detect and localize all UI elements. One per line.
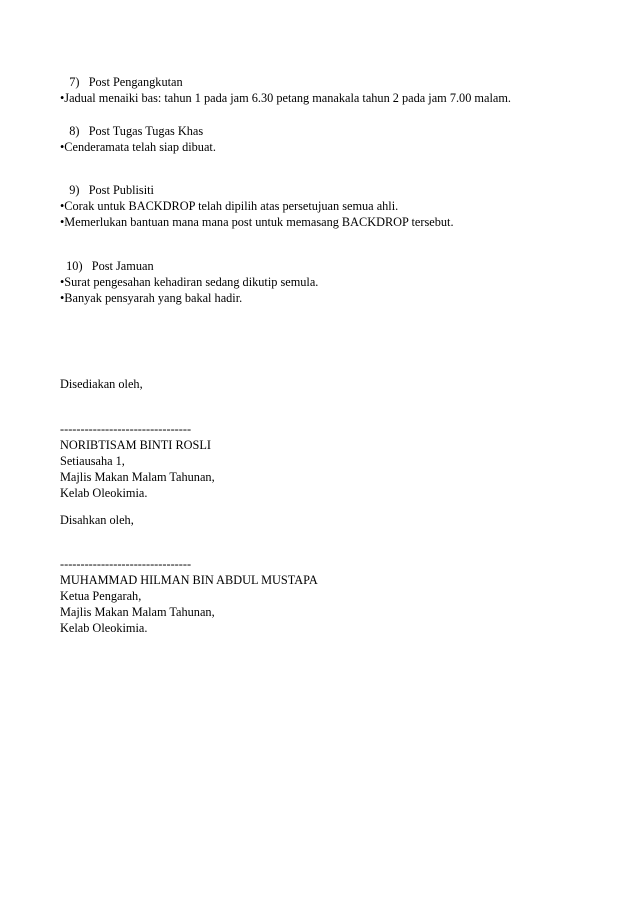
signatory-name: MUHAMMAD HILMAN BIN ABDUL MUSTAPA <box>60 573 318 587</box>
signatory-club: Kelab Oleokimia. <box>60 621 148 635</box>
section-post-tugas-tugas-khas <box>60 123 600 155</box>
bullet-item: •Jadual menaiki bas: tahun 1 pada jam 6.30 petang manakala tahun 2 pada jam 7.00 malam. <box>60 91 511 105</box>
section-post-pengangkutan <box>60 74 600 106</box>
bullet-item: •Corak untuk BACKDROP telah dipilih atas persetujuan semua ahli. <box>60 199 399 213</box>
signatory-committee: Majlis Makan Malam Tahunan, <box>60 470 215 484</box>
signatory-committee: Majlis Makan Malam Tahunan, <box>60 605 215 619</box>
bullet-item: •Surat pengesahan kehadiran sedang dikutip semula. <box>60 275 319 289</box>
signatory-position: Ketua Pengarah, <box>60 589 142 603</box>
bullet-item: •Cenderamata telah siap dibuat. <box>60 140 216 154</box>
section-heading: 7) Post Pengangkutan <box>60 75 183 89</box>
section-post-jamuan <box>60 258 600 306</box>
approved-by-label-block <box>60 512 600 528</box>
section-heading: 10) Post Jamuan <box>60 259 154 273</box>
signatory-name: NORIBTISAM BINTI ROSLI <box>60 438 211 452</box>
signatory-club: Kelab Oleokimia. <box>60 486 148 500</box>
approved-by-signature-block <box>60 556 600 636</box>
signature-line: -------------------------------- <box>60 557 192 571</box>
prepared-by-label: Disediakan oleh, <box>60 377 143 391</box>
prepared-by-signature-block <box>60 421 600 501</box>
section-heading: 9) Post Publisiti <box>60 183 154 197</box>
section-heading: 8) Post Tugas Tugas Khas <box>60 124 204 138</box>
bullet-item: •Banyak pensyarah yang bakal hadir. <box>60 291 243 305</box>
prepared-by-label-block <box>60 376 600 392</box>
approved-by-label: Disahkan oleh, <box>60 513 134 527</box>
section-post-publisiti <box>60 182 600 230</box>
signatory-position: Setiausaha 1, <box>60 454 125 468</box>
bullet-item: •Memerlukan bantuan mana mana post untuk memasang BACKDROP tersebut. <box>60 215 454 229</box>
signature-line: -------------------------------- <box>60 422 192 436</box>
